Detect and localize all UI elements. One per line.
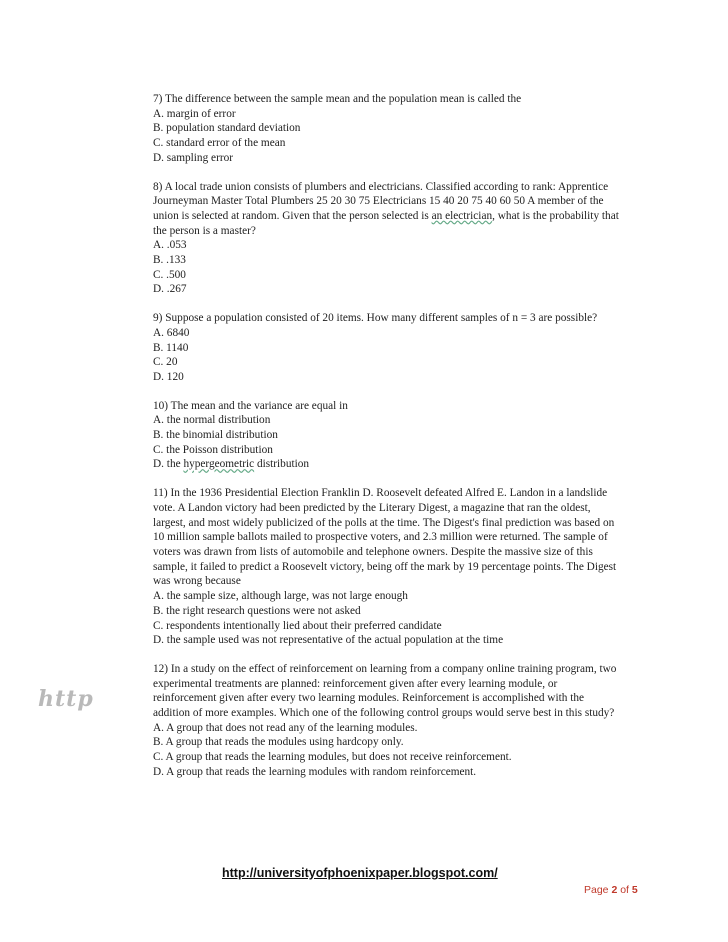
question-9	[153, 311, 623, 385]
answer-option-d: D. 120	[153, 370, 184, 383]
page-of-label: of	[617, 884, 632, 896]
answer-option-b: B. the binomial distribution	[153, 429, 278, 442]
answer-option-a: A. 6840	[153, 326, 190, 339]
question-text-part: , what is the probability that the person is a master?	[153, 209, 619, 237]
question-8	[153, 180, 623, 298]
answer-option-b: B. .133	[153, 254, 186, 267]
answer-option-d: D. A group that reads the learning modules with random reinforcement.	[153, 765, 477, 778]
question-text: 12) In a study on the effect of reinforcement on learning from a company online training program, two experimental treatments are planned: reinforcement given after every learning module, or reinforcement given after every two learning modules. Reinforcement is accomplished with the addition of more examples. Which one of the following control groups would serve best in this study?	[153, 662, 617, 720]
option-text-part: distribution	[254, 458, 310, 471]
question-text: 11) In the 1936 Presidential Election Franklin D. Roosevelt defeated Alfred E. Landon in a landslide vote. A Landon victory had been predicted by the Literary Digest, a magazine that ran the oldest, largest, and most widely publicized of the polls at the time. The Digest's final prediction was based on 10 million sample ballots mailed to prospective voters, and 2.3 million were returned. The sample of voters was drawn from lists of automobile and telephone owners. Despite the massive size of this sample, it failed to predict a Roosevelt victory, being off the mark by 19 percentage points. The Digest was wrong because	[153, 487, 617, 588]
answer-option-b: B. A group that reads the modules using hardcopy only.	[153, 736, 404, 749]
page-number	[584, 884, 638, 896]
answer-option-a: A. the normal distribution	[153, 414, 271, 427]
answer-option-a: A. A group that does not read any of the learning modules.	[153, 721, 418, 734]
answer-option-c: C. standard error of the mean	[153, 137, 286, 150]
answer-option-c: C. 20	[153, 356, 178, 369]
page-label: Page	[584, 884, 612, 896]
answer-option-b: B. the right research questions were not asked	[153, 604, 361, 617]
question-text	[153, 180, 623, 239]
answer-option-a: A. .053	[153, 239, 187, 252]
current-page-number: 2	[611, 884, 618, 896]
answer-option-d: D. sampling error	[153, 151, 233, 164]
answer-option-b: B. population standard deviation	[153, 122, 301, 135]
question-12	[153, 662, 623, 780]
question-7	[153, 92, 623, 166]
answer-option-d	[153, 457, 623, 472]
question-text: 7) The difference between the sample mean and the population mean is called the	[153, 93, 522, 105]
answer-option-c: C. .500	[153, 268, 186, 281]
answer-option-c: C. respondents intentionally lied about their preferred candidate	[153, 619, 442, 632]
answer-option-a: A. margin of error	[153, 107, 236, 120]
footer-blog-link[interactable]: http://universityofphoenixpaper.blogspot.com/	[222, 866, 498, 880]
question-10	[153, 399, 623, 473]
question-text-part: 8) A local trade union consists of plumbers and electricians. Classified according to rank: Apprentice Journeyman Master Total Plumbers 25 20 30 75 Electricians 15 40 20 75 40 60 50 A member of the union is selected at random. Given that the person selected is	[153, 180, 609, 222]
watermark-text: http	[38, 686, 94, 712]
question-list	[153, 92, 623, 794]
total-pages-number: 5	[631, 884, 638, 896]
answer-option-a: A. the sample size, although large, was not large enough	[153, 590, 408, 603]
spellcheck-underlined-text: hypergeometric	[183, 458, 255, 471]
answer-option-d: D. the sample used was not representative of the actual population at the time	[153, 634, 504, 647]
option-text-part: D. the	[153, 458, 184, 471]
answer-option-c: C. the Poisson distribution	[153, 443, 273, 456]
question-text: 10) The mean and the variance are equal in	[153, 399, 348, 412]
answer-option-c: C. A group that reads the learning modules, but does not receive reinforcement.	[153, 751, 512, 764]
question-11	[153, 486, 623, 648]
answer-option-b: B. 1140	[153, 341, 189, 354]
spellcheck-underlined-text: an electrician	[431, 209, 493, 222]
question-text: 9) Suppose a population consisted of 20 items. How many different samples of n = 3 are possible?	[153, 312, 598, 325]
answer-option-d: D. .267	[153, 283, 187, 296]
